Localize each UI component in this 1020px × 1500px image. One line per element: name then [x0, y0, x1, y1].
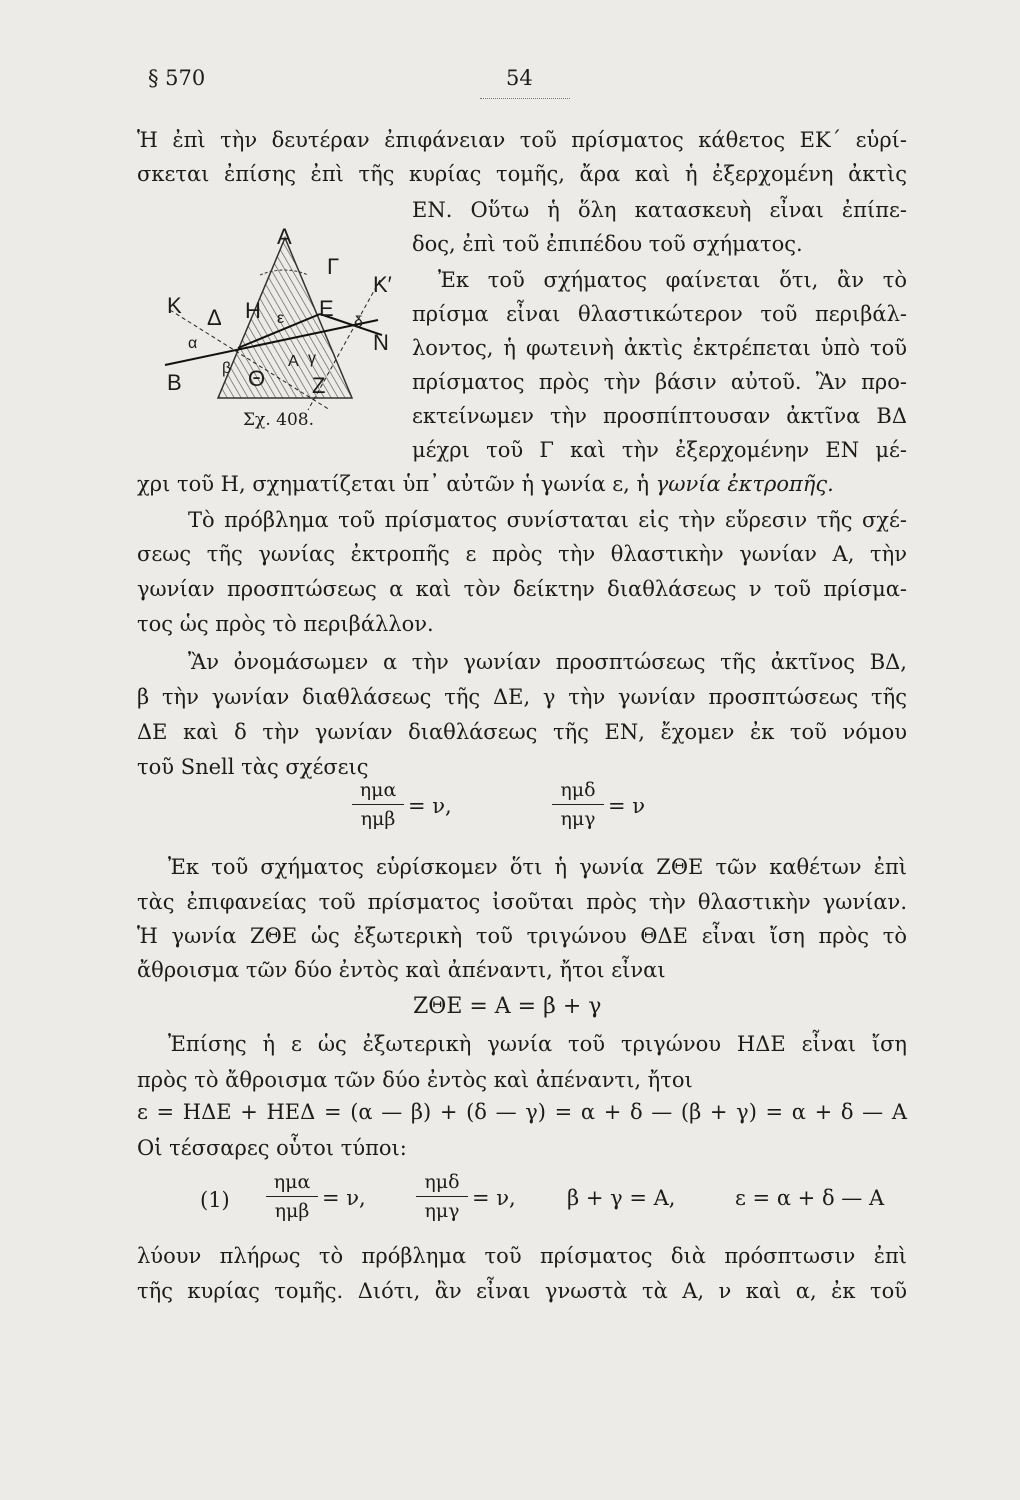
text-line: πρὸς τὸ ἄθροισμα τῶν δύο ἐντὸς καὶ ἀπέναντι, ἤτοι: [137, 1068, 693, 1092]
set-rhs-1: = ν,: [322, 1186, 366, 1210]
label-Theta: Θ: [248, 366, 266, 391]
text-line: πρίσμα εἶναι θλαστικώτερον τοῦ περιβάλ-: [412, 302, 907, 326]
text-line: β τὴν γωνίαν διαθλάσεως τῆς ΔΕ, γ τὴν γωνίαν προσπτώσεως τῆς: [137, 685, 907, 709]
text-line: τῆς κυρίας τομῆς. Διότι, ἂν εἶναι γνωστὰ τὰ Α, ν καὶ α, ἐκ τοῦ: [137, 1279, 907, 1303]
text-line: λοντος, ἡ φωτεινὴ ἀκτὶς ἐκτρέπεται ὑπὸ τοῦ: [412, 336, 907, 360]
text-line: ΕΝ. Οὕτω ἡ ὅλη κατασκευὴ εἶναι ἐπίπε-: [412, 198, 907, 222]
text-line: λύουν πλήρως τὸ πρόβλημα τοῦ πρίσματος διὰ πρόσπτωσιν ἐπὶ: [137, 1244, 907, 1268]
text-line: πρίσματος πρὸς τὴν βάσιν αὐτοῦ. Ἂν προ-: [412, 370, 907, 394]
label-Kprime: Κ′: [373, 272, 392, 297]
fraction-denominator: ημβ: [274, 1200, 310, 1222]
equation-epsilon: ε = ΗΔΕ + ΗΕΔ = (α — β) + (δ — γ) = α + δ — (β + γ) = α + δ — Α: [137, 1100, 907, 1124]
label-A-small: Α: [288, 353, 299, 370]
label-K: Κ: [167, 293, 182, 318]
label-delta: δ: [354, 314, 363, 331]
label-Gamma: Γ: [327, 254, 340, 279]
text-line: Οἱ τέσσαρες οὗτοι τύποι:: [137, 1136, 407, 1160]
text-line: [137, 470, 907, 498]
set-fraction-1: [266, 1170, 318, 1223]
text-line: εκτείνωμεν τὴν προσπίπτουσαν ἀκτῖνα ΒΔ: [412, 404, 907, 428]
text-line: Ἡ γωνία ΖΘΕ ὡς ἐξωτερικὴ τοῦ τριγώνου ΘΔΕ εἶναι ἴση πρὸς τὸ: [137, 924, 907, 948]
formula-set-label: (1): [200, 1188, 230, 1212]
page-number: 54: [506, 66, 533, 90]
text-line: Ἐκ τοῦ σχήματος φαίνεται ὅτι, ἂν τὸ: [438, 268, 907, 292]
text-line: δος, ἐπὶ τοῦ ἐπιπέδου τοῦ σχήματος.: [412, 232, 803, 256]
fraction-bar: [266, 1196, 318, 1197]
text-line: ΔΕ καὶ δ τὴν γωνίαν διαθλάσεως τῆς ΕΝ, ἔχομεν ἐκ τοῦ νόμου: [137, 720, 907, 744]
fraction-numerator: ημα: [273, 1171, 311, 1193]
text-line: Ἡ ἐπὶ τὴν δευτέραν ἐπιφάνειαν τοῦ πρίσματος κάθετος ΕΚ΄ εὑρί-: [137, 128, 907, 152]
term-deviation-angle: γωνία ἐκτροπῆς.: [655, 472, 834, 496]
text-line: τοῦ Snell τὰς σχέσεις: [137, 755, 369, 779]
fraction-numerator: ημα: [359, 779, 397, 801]
text-line: γωνίαν προσπτώσεως α καὶ τὸν δείκτην διαθλάσεως ν τοῦ πρίσμα-: [137, 577, 907, 601]
figure-prism: [160, 210, 400, 430]
fraction-denominator: ημγ: [560, 808, 596, 830]
figure-caption: Σχ. 408.: [243, 410, 314, 430]
label-epsilon: ε: [277, 310, 285, 327]
label-Z: Ζ: [312, 373, 326, 398]
label-A: Α: [277, 224, 292, 249]
label-gamma: γ: [308, 350, 316, 367]
text-line: ἄθροισμα τῶν δύο ἐντὸς καὶ ἀπέναντι, ἤτοι εἶναι: [137, 958, 666, 982]
text-line: Ἂν ὀνομάσωμεν α τὴν γωνίαν προσπτώσεως τῆς ἀκτῖνος ΒΔ,: [188, 650, 907, 674]
fraction-denominator: ημβ: [360, 808, 396, 830]
fraction-bar: [416, 1196, 468, 1197]
fraction-bar: [552, 804, 604, 805]
fraction-numerator: ημδ: [424, 1171, 460, 1193]
label-E: Ε: [319, 296, 334, 321]
text-line: Ἐκ τοῦ σχήματος εὑρίσκομεν ὅτι ἡ γωνία ΖΘΕ τῶν καθέτων ἐπὶ: [168, 855, 907, 879]
snell-fraction-1: [352, 778, 404, 831]
text-span: χρι τοῦ Η, σχηματίζεται ὑπ᾽ αὐτῶν ἡ γωνία ε, ἡ: [137, 472, 656, 496]
label-alpha: α: [188, 335, 198, 352]
section-number: § 570: [148, 66, 206, 90]
label-B: Β: [167, 370, 182, 395]
fraction-numerator: ημδ: [560, 779, 596, 801]
set-rhs-2: = ν,: [472, 1186, 516, 1210]
text-line: μέχρι τοῦ Γ καὶ τὴν ἐξερχομένην ΕΝ μέ-: [412, 438, 907, 462]
text-line: Ἐπίσης ἡ ε ὡς ἐξωτερικὴ γωνία τοῦ τριγώνου ΗΔΕ εἶναι ἴση: [168, 1032, 907, 1056]
fraction-bar: [352, 804, 404, 805]
label-H: Η: [245, 298, 261, 323]
label-beta: β: [222, 360, 232, 377]
text-line: τος ὡς πρὸς τὸ περιβάλλον.: [137, 612, 434, 636]
set-equation-4: ε = α + δ — Α: [735, 1186, 885, 1210]
text-line: σεως τῆς γωνίας ἐκτροπῆς ε πρὸς τὴν θλαστικὴν γωνίαν Α, τὴν: [137, 542, 907, 566]
text-line: Τὸ πρόβλημα τοῦ πρίσματος συνίσταται εἰς τὴν εὕρεσιν τῆς σχέ-: [188, 508, 907, 532]
set-equation-3: β + γ = Α,: [567, 1186, 676, 1210]
snell-rhs-1: = ν,: [408, 794, 452, 818]
equation-zthe: ΖΘΕ = Α = β + γ: [413, 994, 602, 1019]
snell-fraction-2: [552, 778, 604, 831]
label-Delta: Δ: [207, 305, 222, 330]
text-line: σκεται ἐπίσης ἐπὶ τῆς κυρίας τομῆς, ἄρα καὶ ἡ ἐξερχομένη ἀκτὶς: [137, 162, 907, 186]
header-rule: [480, 98, 570, 99]
label-N: Ν: [373, 330, 389, 355]
text-line: τὰς ἐπιφανείας τοῦ πρίσματος ἰσοῦται πρὸς τὴν θλαστικὴν γωνίαν.: [137, 890, 907, 914]
set-fraction-2: [416, 1170, 468, 1223]
fraction-denominator: ημγ: [424, 1200, 460, 1222]
snell-rhs-2: = ν: [608, 794, 646, 818]
